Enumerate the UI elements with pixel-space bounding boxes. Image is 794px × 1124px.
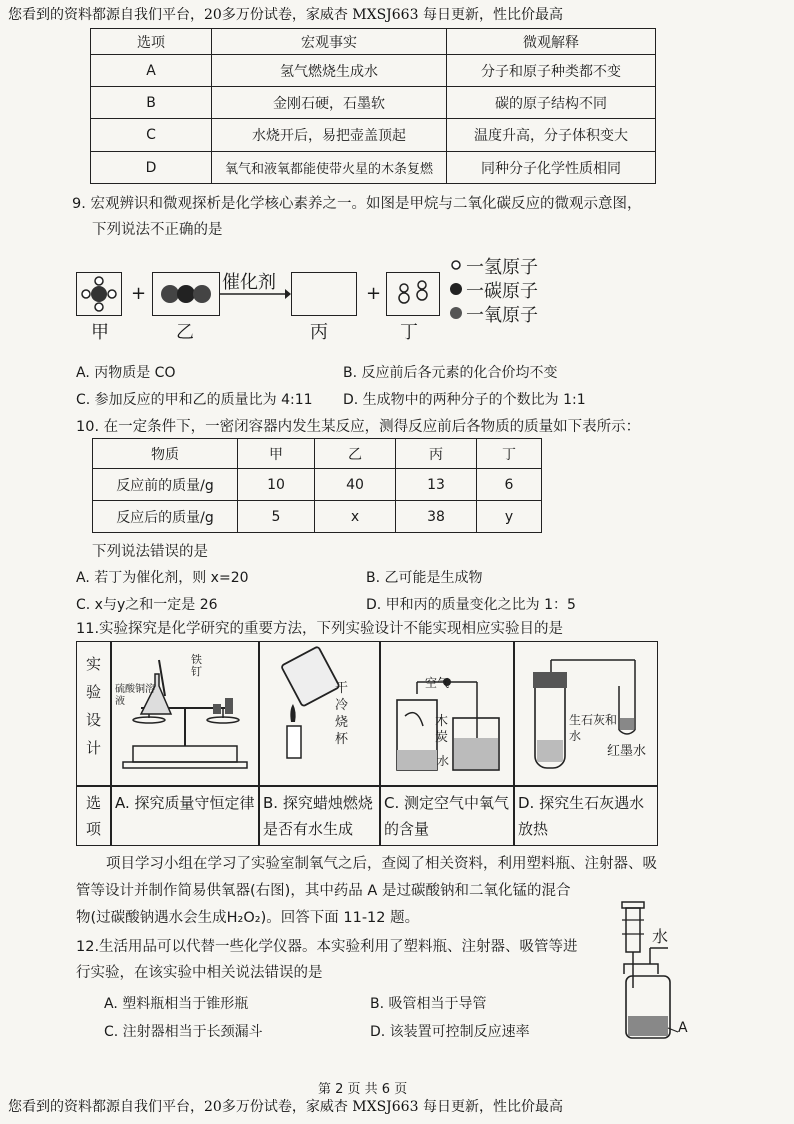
q9-option-b: B. 反应前后各元素的化合价均不变: [343, 365, 558, 381]
mass-table-cell: 40: [315, 469, 396, 501]
molecule-box-bing: [291, 272, 357, 316]
q12-option-d: D. 该装置可控制反应速率: [370, 1024, 530, 1040]
catalyst-label: 催化剂: [222, 272, 276, 293]
row-label-design: 实验设计: [86, 655, 102, 757]
intro-line-1: 项目学习小组在学习了实验室制氧气之后，查阅了相关资料，利用塑料瓶、注射器、吸: [106, 856, 657, 872]
table1-cell: 温度升高，分子体积变大: [447, 119, 656, 152]
legend-oxygen: 一氧原子: [466, 305, 538, 326]
table1-cell: 氢气燃烧生成水: [212, 55, 447, 87]
atom-legend-icons: [448, 256, 464, 326]
q12-option-a: A. 塑料瓶相当于锥形瓶: [104, 996, 249, 1012]
table1-header: 微观解释: [447, 29, 656, 55]
q11-option-c: C. 测定空气中氧气的含量: [384, 794, 510, 838]
q10-option-a: A. 若丁为催化剂，则 x=20: [76, 570, 249, 586]
q11-option-d: D. 探究生石灰遇水放热: [518, 794, 645, 838]
label-charcoal: 木炭: [435, 714, 449, 745]
mass-table-cell: 13: [396, 469, 477, 501]
label-ding: 丁: [400, 322, 418, 343]
table1-header: 宏观事实: [212, 29, 447, 55]
q9-option-a: A. 丙物质是 CO: [76, 365, 176, 381]
mass-table-cell: 5: [238, 501, 315, 533]
legend-hydrogen: 一氢原子: [466, 257, 538, 278]
q9-stem: 9. 宏观辨识和微观探析是化学核心素养之一。如图是甲烷与二氧化碳反应的微观示意图，: [72, 196, 642, 212]
mass-table: [92, 438, 542, 533]
q10-stem: 10. 在一定条件下，一密闭容器内发生某反应，测得反应前后各物质的质量如下表所示：: [76, 419, 641, 435]
mass-table-cell: 6: [477, 469, 542, 501]
mass-table-cell: 反应后的质量/g: [93, 501, 238, 533]
mass-table-header: 甲: [238, 439, 315, 469]
reaction-arrow-icon: [219, 288, 291, 300]
table1-cell: 金刚石硬，石墨软: [212, 87, 447, 119]
mass-table-cell: 反应前的质量/g: [93, 469, 238, 501]
table1-cell: B: [91, 87, 212, 119]
intro-line-3: 物(过碳酸钠遇水会生成H₂O₂)。回答下面 11-12 题。: [76, 910, 420, 926]
q11-option-a: A. 探究质量守恒定律: [115, 794, 255, 812]
mass-table-cell: 38: [396, 501, 477, 533]
water-molecules-icon: [387, 273, 439, 315]
molecule-box-yi: [152, 272, 220, 316]
table1-header: 选项: [91, 29, 212, 55]
molecule-box-jia: [76, 272, 122, 316]
label-yi: 乙: [176, 322, 194, 343]
macro-micro-table: [90, 28, 656, 184]
candle-beaker-icon: [263, 646, 343, 782]
watermark-top: 您看到的资料都源自我们平台，20多万份试卷，家威杏 MXSJ663 每日更新，性比价最高: [8, 7, 563, 23]
q12-option-c: C. 注射器相当于长颈漏斗: [104, 1024, 263, 1040]
table1-cell: 碳的原子结构不同: [447, 87, 656, 119]
q9-option-c: C. 参加反应的甲和乙的质量比为 4:11: [76, 392, 313, 408]
q10-option-c: C. x与y之和一定是 26: [76, 597, 218, 613]
intro-line-2: 管等设计并制作简易供氧器(右图)，其中药品 A 是过碳酸钠和二氧化锰的混合: [76, 883, 571, 899]
mass-table-header: 乙: [315, 439, 396, 469]
watermark-bottom: 您看到的资料都源自我们平台，20多万份试卷，家威杏 MXSJ663 每日更新，性比价最高: [8, 1099, 563, 1115]
legend-carbon: 一碳原子: [466, 281, 538, 302]
table1-cell: 水烧开后，易把壶盖顶起: [212, 119, 447, 152]
label-red-ink: 红墨水: [607, 744, 647, 759]
label-water: 水: [437, 754, 450, 768]
table1-cell: 同种分子化学性质相同: [447, 152, 656, 184]
table1-cell: D: [91, 152, 212, 184]
row-label-option: 选项: [86, 794, 102, 838]
fig-label-water: 水: [652, 927, 669, 946]
table1-cell: 分子和原子种类都不变: [447, 55, 656, 87]
label-jia: 甲: [91, 322, 109, 343]
fig-label-a: A: [678, 1020, 688, 1036]
q12-stem-2: 行实验，在该实验中相关说法错误的是: [76, 965, 323, 981]
label-copper-sulfate: 硫酸铜溶液: [115, 684, 155, 707]
page-number: 第 2 页 共 6 页: [318, 1082, 408, 1097]
mass-table-cell: 10: [238, 469, 315, 501]
mass-table-header: 物质: [93, 439, 238, 469]
molecule-box-ding: [386, 272, 440, 316]
label-bing: 丙: [310, 322, 328, 343]
experiment-table: [76, 641, 658, 846]
q9-stem-2: 下列说法不正确的是: [92, 222, 223, 238]
q12-stem: 12.生活用品可以代替一些化学仪器。本实验利用了塑料瓶、注射器、吸管等进: [76, 939, 578, 955]
plus-sign: +: [131, 283, 147, 304]
co2-molecule-icon: [153, 273, 219, 315]
q11-option-b: B. 探究蜡烛燃烧是否有水生成: [263, 794, 373, 838]
q12-option-b: B. 吸管相当于导管: [370, 996, 487, 1012]
table1-cell: 氧气和液氧都能使带火星的木条复燃: [212, 152, 447, 184]
mass-table-header: 丁: [477, 439, 542, 469]
plus-sign: +: [366, 283, 382, 304]
methane-molecule-icon: [77, 273, 121, 315]
mass-table-cell: y: [477, 501, 542, 533]
q9-option-d: D. 生成物中的两种分子的个数比为 1:1: [343, 392, 586, 408]
label-iron-nail: 铁钉: [191, 653, 202, 678]
label-dry-cold-beaker: 干冷烧杯: [335, 681, 349, 747]
q10-option-b: B. 乙可能是生成物: [366, 570, 483, 586]
q10-sub: 下列说法错误的是: [92, 544, 208, 560]
mass-table-header: 丙: [396, 439, 477, 469]
q11-stem: 11.实验探究是化学研究的重要方法，下列实验设计不能实现相应实验目的是: [76, 621, 564, 637]
q10-option-d: D. 甲和丙的质量变化之比为 1：5: [366, 597, 576, 613]
mass-table-cell: x: [315, 501, 396, 533]
label-air: 空气: [425, 676, 450, 690]
table1-cell: C: [91, 119, 212, 152]
balance-apparatus-icon: [113, 646, 257, 782]
label-quicklime-water: 生石灰和水: [569, 713, 618, 743]
table1-cell: A: [91, 55, 212, 87]
